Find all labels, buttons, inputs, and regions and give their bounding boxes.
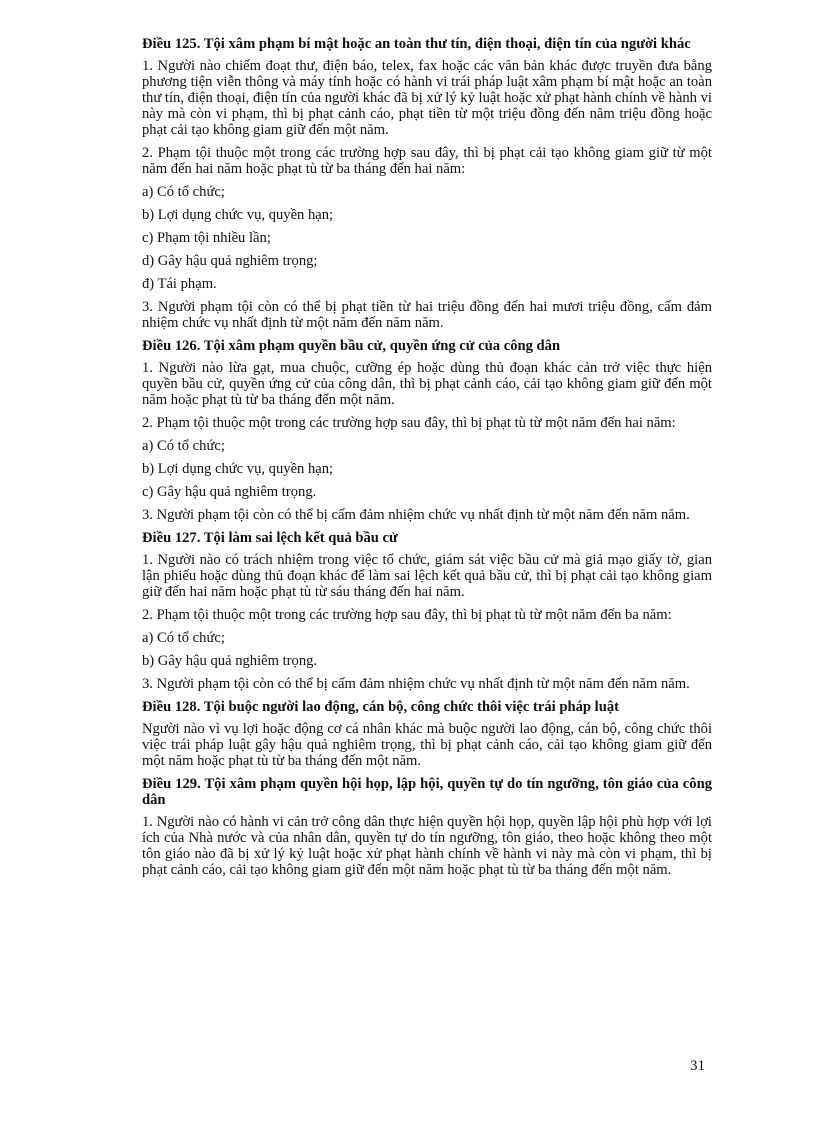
list-item: đ) Tái phạm. (142, 276, 217, 292)
paragraph: 2. Phạm tội thuộc một trong các trường hợp sau đây, thì bị phạt cải tạo không giam giữ từ một năm đến hai năm hoặc phạt tù từ ba tháng đến hai năm: (142, 145, 712, 177)
list-item: b) Lợi dụng chức vụ, quyền hạn; (142, 461, 334, 477)
list-item: a) Có tổ chức; (142, 630, 225, 646)
list-item: b) Gây hậu quả nghiêm trọng. (142, 653, 318, 669)
article-heading: Điều 128. Tội buộc người lao động, cán bộ, công chức thôi việc trái pháp luật (142, 699, 619, 715)
page-number: 31 (690, 1058, 705, 1074)
list-item: b) Lợi dụng chức vụ, quyền hạn; (142, 207, 334, 223)
list-item: c) Phạm tội nhiều lần; (142, 230, 271, 246)
paragraph: 1. Người nào có trách nhiệm trong việc tổ chức, giám sát việc bầu cử mà giả mạo giấy tờ, gian lận phiếu hoặc dùng thủ đoạn khác để làm sai lệch kết quả bầu cử, thì bị phạt cải tạo không giam giữ đến hai năm hoặc phạt tù từ sáu tháng đến hai năm. (142, 552, 712, 600)
list-item: a) Có tổ chức; (142, 438, 225, 454)
document-page (142, 36, 712, 885)
article-heading: Điều 125. Tội xâm phạm bí mật hoặc an toàn thư tín, điện thoại, điện tín của người khác (142, 36, 691, 52)
paragraph: 2. Phạm tội thuộc một trong các trường hợp sau đây, thì bị phạt tù từ một năm đến hai năm: (142, 415, 676, 431)
paragraph: 1. Người nào chiếm đoạt thư, điện báo, telex, fax hoặc các văn bản khác được truyền đưa bằng phương tiện viễn thông và máy tính hoặc có hành vi trái pháp luật xâm phạm bí mật hoặc an toàn thư tín, điện thoại, điện tín của người khác đã bị xử lý kỷ luật hoặc xử phạt hành chính về hành vi này mà còn vi phạm, thì bị phạt cảnh cáo, phạt tiền từ một triệu đồng đến năm triệu đồng hoặc phạt cải tạo không giam giữ đến một năm. (142, 58, 712, 138)
article-127 (142, 530, 712, 692)
article-heading: Điều 127. Tội làm sai lệch kết quả bầu cử (142, 530, 398, 546)
article-128 (142, 699, 712, 769)
article-heading: Điều 126. Tội xâm phạm quyền bầu cử, quyền ứng cử của công dân (142, 338, 561, 354)
paragraph: 3. Người phạm tội còn có thể bị cấm đảm nhiệm chức vụ nhất định từ một năm đến năm năm. (142, 676, 690, 692)
article-126 (142, 338, 712, 523)
article-125 (142, 36, 712, 331)
paragraph: 2. Phạm tội thuộc một trong các trường hợp sau đây, thì bị phạt tù từ một năm đến ba năm: (142, 607, 672, 623)
paragraph: 3. Người phạm tội còn có thể bị cấm đảm nhiệm chức vụ nhất định từ một năm đến năm năm. (142, 507, 690, 523)
paragraph: 3. Người phạm tội còn có thể bị phạt tiền từ hai triệu đồng đến hai mươi triệu đồng, cấm đảm nhiệm chức vụ nhất định từ một năm đến năm năm. (142, 299, 712, 331)
article-129 (142, 776, 712, 878)
article-heading: Điều 129. Tội xâm phạm quyền hội họp, lập hội, quyền tự do tín ngưỡng, tôn giáo của công dân (142, 776, 712, 808)
paragraph: 1. Người nào lừa gạt, mua chuộc, cưỡng ép hoặc dùng thủ đoạn khác cản trở việc thực hiện quyền bầu cử, quyền ứng cử của công dân, thì bị phạt cảnh cáo, cải tạo không giam giữ đến một năm hoặc phạt tù từ ba tháng đến một năm. (142, 360, 712, 408)
list-item: c) Gây hậu quả nghiêm trọng. (142, 484, 317, 500)
list-item: d) Gây hậu quả nghiêm trọng; (142, 253, 318, 269)
paragraph: Người nào vì vụ lợi hoặc động cơ cá nhân khác mà buộc người lao động, cán bộ, công chức thôi việc trái pháp luật gây hậu quả nghiêm trọng, thì bị phạt cảnh cáo, cải tạo không giam giữ đến một năm hoặc phạt tù từ ba tháng đến một năm. (142, 721, 712, 769)
paragraph: 1. Người nào có hành vi cản trở công dân thực hiện quyền hội họp, quyền lập hội phù hợp với lợi ích của Nhà nước và của nhân dân, quyền tự do tín ngưỡng, tôn giáo, theo hoặc không theo một tôn giáo nào đã bị xử lý kỷ luật hoặc xử phạt hành chính về hành vi này mà còn vi phạm, thì bị phạt cảnh cáo, cải tạo không giam giữ đến một năm hoặc phạt tù từ ba tháng đến một năm. (142, 814, 712, 878)
list-item: a) Có tổ chức; (142, 184, 225, 200)
